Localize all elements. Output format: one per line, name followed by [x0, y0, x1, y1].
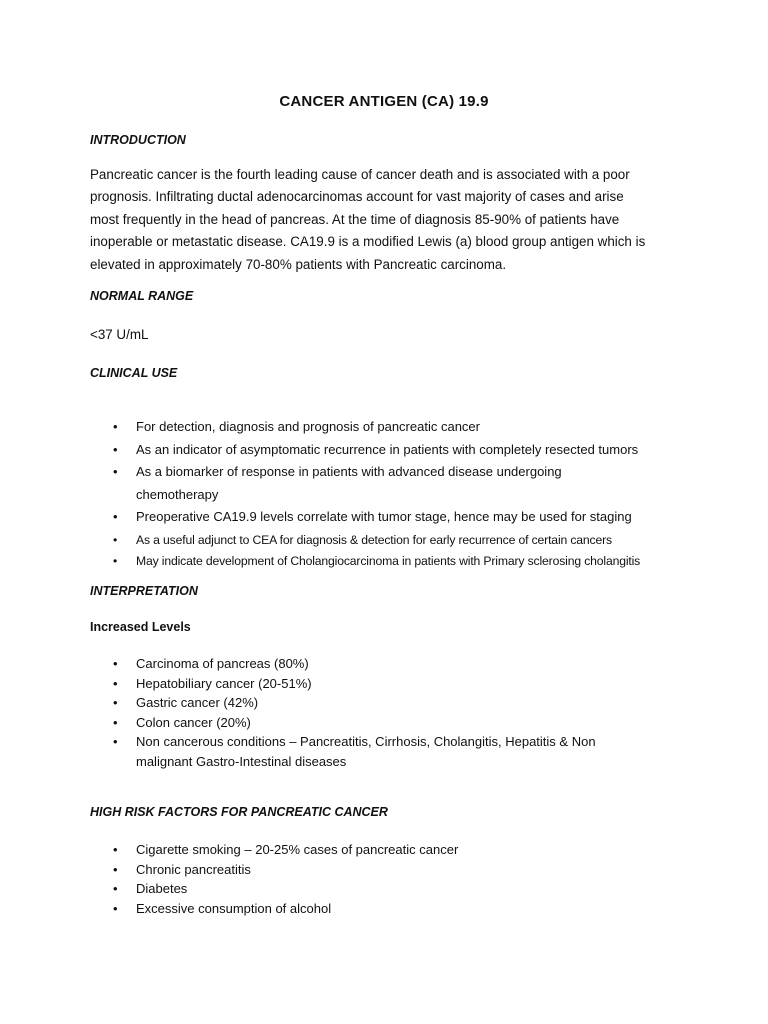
list-item: • As a biomarker of response in patients with advanced disease undergoing	[0, 461, 768, 484]
bullet-icon: •	[113, 675, 118, 691]
introduction-paragraph	[90, 164, 680, 276]
bullet-icon: •	[113, 734, 118, 749]
bullet-icon: •	[113, 509, 118, 524]
document-title: CANCER ANTIGEN (CA) 19.9	[279, 93, 489, 110]
bullet-icon: •	[113, 554, 118, 568]
introduction-line: prognosis. Infiltrating ductal adenocarcinomas account for vast majority of cases and arise	[90, 189, 624, 205]
introduction-line: Pancreatic cancer is the fourth leading cause of cancer death and is associated with a poor	[90, 167, 630, 182]
normal-range-heading: NORMAL RANGE	[90, 289, 194, 303]
bullet-icon: •	[113, 532, 118, 547]
bullet-icon: •	[113, 419, 118, 434]
bullet-icon: •	[113, 695, 118, 710]
list-item: • Colon cancer (20%)	[0, 713, 768, 733]
introduction-line: inoperable or metastatic disease. CA19.9 is a modified Lewis (a) blood group antigen which is	[90, 234, 646, 250]
list-item: • Preoperative CA19.9 levels correlate with tumor stage, hence may be used for staging	[0, 506, 768, 529]
risk-factors-list	[0, 840, 768, 918]
list-item: • Chronic pancreatitis	[0, 860, 768, 880]
list-item: • As an indicator of asymptomatic recurrence in patients with completely resected tumors	[0, 439, 768, 462]
introduction-line: elevated in approximately 70-80% patients with Pancreatic carcinoma.	[90, 256, 507, 272]
list-item: • Gastric cancer (42%)	[0, 693, 768, 713]
bullet-icon: •	[113, 900, 118, 916]
increased-levels-list	[0, 654, 768, 771]
list-item: • For detection, diagnosis and prognosis of pancreatic cancer	[0, 416, 768, 439]
bullet-icon: •	[113, 441, 118, 457]
list-item: • Cigarette smoking – 20-25% cases of pancreatic cancer	[0, 840, 768, 860]
normal-range-value: <37 U/mL	[90, 327, 149, 342]
bullet-icon: •	[113, 714, 118, 730]
list-item: • Diabetes	[0, 879, 768, 899]
list-item: • As a useful adjunct to CEA for diagnosis & detection for early recurrence of certain cancers	[0, 529, 768, 552]
list-item: • Hepatobiliary cancer (20-51%)	[0, 674, 768, 694]
bullet-icon: •	[113, 861, 118, 877]
interpretation-heading: INTERPRETATION	[90, 584, 198, 598]
clinical-use-list	[0, 416, 768, 571]
introduction-heading: INTRODUCTION	[90, 133, 186, 147]
risk-factors-heading: HIGH RISK FACTORS FOR PANCREATIC CANCER	[90, 805, 388, 819]
list-item: • May indicate development of Cholangiocarcinoma in patients with Primary sclerosing cholangitis	[0, 551, 768, 571]
bullet-icon: •	[113, 464, 118, 479]
list-item: • Carcinoma of pancreas (80%)	[0, 654, 768, 674]
list-item: • Non cancerous conditions – Pancreatitis, Cirrhosis, Cholangitis, Hepatitis & Non	[0, 732, 768, 752]
introduction-line: most frequently in the head of pancreas. At the time of diagnosis 85-90% of patients have	[90, 211, 620, 227]
bullet-icon: •	[113, 842, 118, 857]
list-item-continuation: malignant Gastro-Intestinal diseases	[136, 753, 347, 769]
bullet-icon: •	[113, 656, 118, 671]
bullet-icon: •	[113, 881, 118, 896]
list-item-continuation: chemotherapy	[136, 486, 219, 502]
increased-levels-subheading: Increased Levels	[90, 620, 191, 634]
clinical-use-heading: CLINICAL USE	[90, 366, 178, 380]
list-item: • Excessive consumption of alcohol	[0, 899, 768, 919]
